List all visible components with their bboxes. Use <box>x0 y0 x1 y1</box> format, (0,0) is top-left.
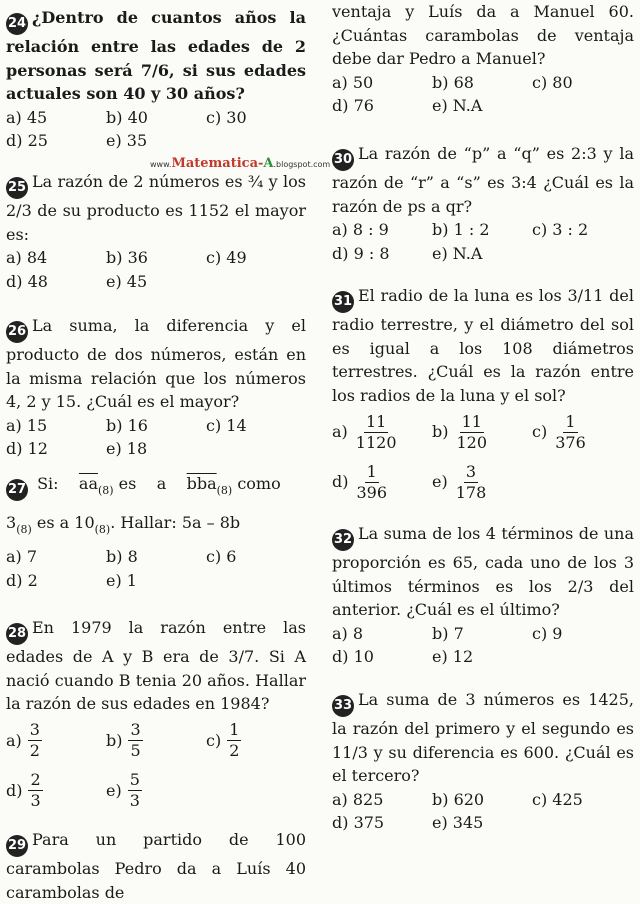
option-e: e) 1 <box>106 570 137 590</box>
options <box>6 545 306 592</box>
option-a: a) 50 <box>332 72 374 92</box>
option-b: b) 16 <box>106 415 148 435</box>
problem-25 <box>6 170 306 293</box>
option-e: e) $\frac{5}{3}$ <box>106 770 140 810</box>
problem-text: Para un partido de 100 carambolas Pedro da a Luís 40 carambolas de <box>6 830 306 902</box>
fraction: $\frac{1}{2}$ <box>229 720 240 760</box>
option-d: d) 375 <box>332 813 385 832</box>
option-c: c) 3 : 2 <box>532 220 589 239</box>
option-d: d) 9 : 8 <box>332 243 390 263</box>
fraction: $\frac{1}{396}$ <box>356 461 388 502</box>
fraction: $\frac{11}{1120}$ <box>355 411 397 452</box>
option-b: b) 1 : 2 <box>432 220 490 239</box>
option-a: a) 8 : 9 <box>332 220 389 239</box>
option-d: d) 2 <box>6 570 38 590</box>
problem-text: En 1979 la razón entre las edades de A y B era de 3/7. Si A nació cuando B tenia 20 años. Hallar la razón de sus edades en 1984? <box>6 618 306 713</box>
option-e: e) $\frac{3}{178}$ <box>432 461 487 502</box>
fraction: $\frac{3}{178}$ <box>455 461 487 502</box>
problem-number-badge: 26 <box>6 321 28 343</box>
problem-text: ventaja y Luís da a Manuel 60. ¿Cuántas carambolas de ventaja debe dar Pedro a Manuel? <box>332 2 634 68</box>
expression: 5a – 8b <box>181 512 241 532</box>
fraction: $\frac{1}{376}$ <box>555 411 586 452</box>
problem-number-badge: 33 <box>332 695 354 717</box>
option-a: a) 8 <box>332 623 364 643</box>
option-e: e) 345 <box>432 813 484 832</box>
option-a: a) 825 <box>332 789 384 809</box>
option-d: d) 10 <box>332 647 374 666</box>
options <box>332 71 634 118</box>
site-logo: www.Matematica-A.blogspot.com <box>150 156 331 171</box>
problem-number-badge: 31 <box>332 291 354 313</box>
option-d: d) $\frac{1}{396}$ <box>332 461 388 502</box>
problem-text: El radio de la luna es los 3/11 del radio terrestre, y el diámetro del sol es igual a los 108 diámetros terrestres. ¿Cuál es la razón entre los radios de la luna y el sol? <box>332 286 634 405</box>
problem-number-badge: 29 <box>6 835 28 857</box>
option-d: d) 48 <box>6 271 48 291</box>
problem-29-continued <box>332 0 634 118</box>
option-e: e) 12 <box>432 647 474 666</box>
option-a: a) 84 <box>6 248 48 267</box>
option-d: d) 12 <box>6 439 48 458</box>
problem-text: La suma de los 4 términos de una proporción es 65, cada uno de los 3 últimos términos es los 2/3 del anterior. ¿Cuál es el último? <box>332 524 634 619</box>
problem-number-badge: 28 <box>6 623 28 645</box>
problem-number-badge: 27 <box>6 479 28 501</box>
options <box>332 407 634 507</box>
option-c: c) 6 <box>206 547 237 566</box>
problem-24 <box>6 6 306 153</box>
options <box>332 622 634 669</box>
fraction: $\frac{5}{3}$ <box>129 770 140 810</box>
option-e: e) N.A <box>432 96 483 115</box>
option-c: c) $\frac{1}{376}$ <box>532 411 586 452</box>
problem-29 <box>6 828 306 904</box>
option-e: e) 45 <box>106 271 148 291</box>
option-c: c) 425 <box>532 789 583 809</box>
option-c: c) $\frac{1}{2}$ <box>206 720 240 760</box>
equation-line-2: $3_{(8)}$ es a $10_{(8)}$. Hallar: 5a – 8b <box>6 512 241 536</box>
options <box>6 106 306 153</box>
option-a: a) 45 <box>6 107 48 127</box>
option-d: d) 25 <box>6 131 48 150</box>
problem-number-badge: 30 <box>332 149 354 171</box>
option-a: a) $\frac{11}{1120}$ <box>332 411 397 452</box>
option-e: e) 35 <box>106 131 148 150</box>
problem-31 <box>332 284 634 507</box>
fraction: $\frac{3}{2}$ <box>29 720 40 760</box>
problem-28 <box>6 616 306 816</box>
option-b: b) 8 <box>106 547 138 566</box>
equation-line-1: 27 Si: $\overline{aa}_{(8)}$ es a $\overline{bba}_{(8)}$ como <box>6 472 306 503</box>
problem-32 <box>332 522 634 669</box>
problem-text: La razón de 2 números es ¾ y los 2/3 de su producto es 1152 el mayor es: <box>6 172 306 244</box>
fraction: $\frac{2}{3}$ <box>30 770 41 810</box>
options <box>332 788 634 835</box>
fraction: $\frac{3}{5}$ <box>130 720 141 760</box>
option-d: d) 76 <box>332 96 374 115</box>
option-e: e) 18 <box>106 439 148 458</box>
problem-text: La razón de “p” a “q” es 2:3 y la razón de “r” a “s” es 3:4 ¿Cuál es la razón de ps a qr? <box>332 144 634 216</box>
problem-33 <box>332 688 634 835</box>
options <box>332 218 634 265</box>
problem-27 <box>6 472 306 592</box>
option-a: a) $\frac{3}{2}$ <box>6 720 40 760</box>
options <box>6 414 306 461</box>
problem-number-badge: 25 <box>6 177 28 199</box>
option-c: c) 80 <box>532 72 573 92</box>
problem-number-badge: 32 <box>332 529 354 551</box>
problem-text: La suma de 3 números es 1425, la razón del primero y el segundo es 11/3 y su diferencia es 600. ¿Cuál es el tercero? <box>332 690 634 785</box>
option-b: b) 7 <box>432 623 464 643</box>
problem-26 <box>6 314 306 461</box>
option-a: a) 7 <box>6 547 38 566</box>
problem-30 <box>332 142 634 265</box>
option-b: b) 68 <box>432 72 474 92</box>
option-c: c) 14 <box>206 415 247 435</box>
option-b: b) 620 <box>432 789 485 809</box>
option-b: b) 40 <box>106 107 148 127</box>
problem-number-badge: 24 <box>6 13 28 35</box>
option-e: e) N.A <box>432 243 483 263</box>
option-c: c) 49 <box>206 248 247 267</box>
problem-text: ¿Dentro de cuantos años la relación entre las edades de 2 personas será 7/6, si sus edades actuales son 40 y 30 años? <box>6 8 306 103</box>
option-b: b) $\frac{11}{120}$ <box>432 411 488 452</box>
options <box>6 716 306 816</box>
option-b: b) $\frac{3}{5}$ <box>106 720 141 760</box>
fraction: $\frac{11}{120}$ <box>456 411 488 452</box>
numeral-bba: $\overline{bba}$ <box>186 474 217 493</box>
options <box>6 246 306 293</box>
option-c: c) 9 <box>532 623 563 643</box>
numeral-aa: $\overline{aa}$ <box>78 474 98 493</box>
option-a: a) 15 <box>6 415 48 435</box>
option-d: d) $\frac{2}{3}$ <box>6 770 41 810</box>
option-b: b) 36 <box>106 248 148 267</box>
problem-text: La suma, la diferencia y el producto de dos números, están en la misma relación que los números 4, 2 y 15. ¿Cuál es el mayor? <box>6 316 306 411</box>
option-c: c) 30 <box>206 107 247 127</box>
